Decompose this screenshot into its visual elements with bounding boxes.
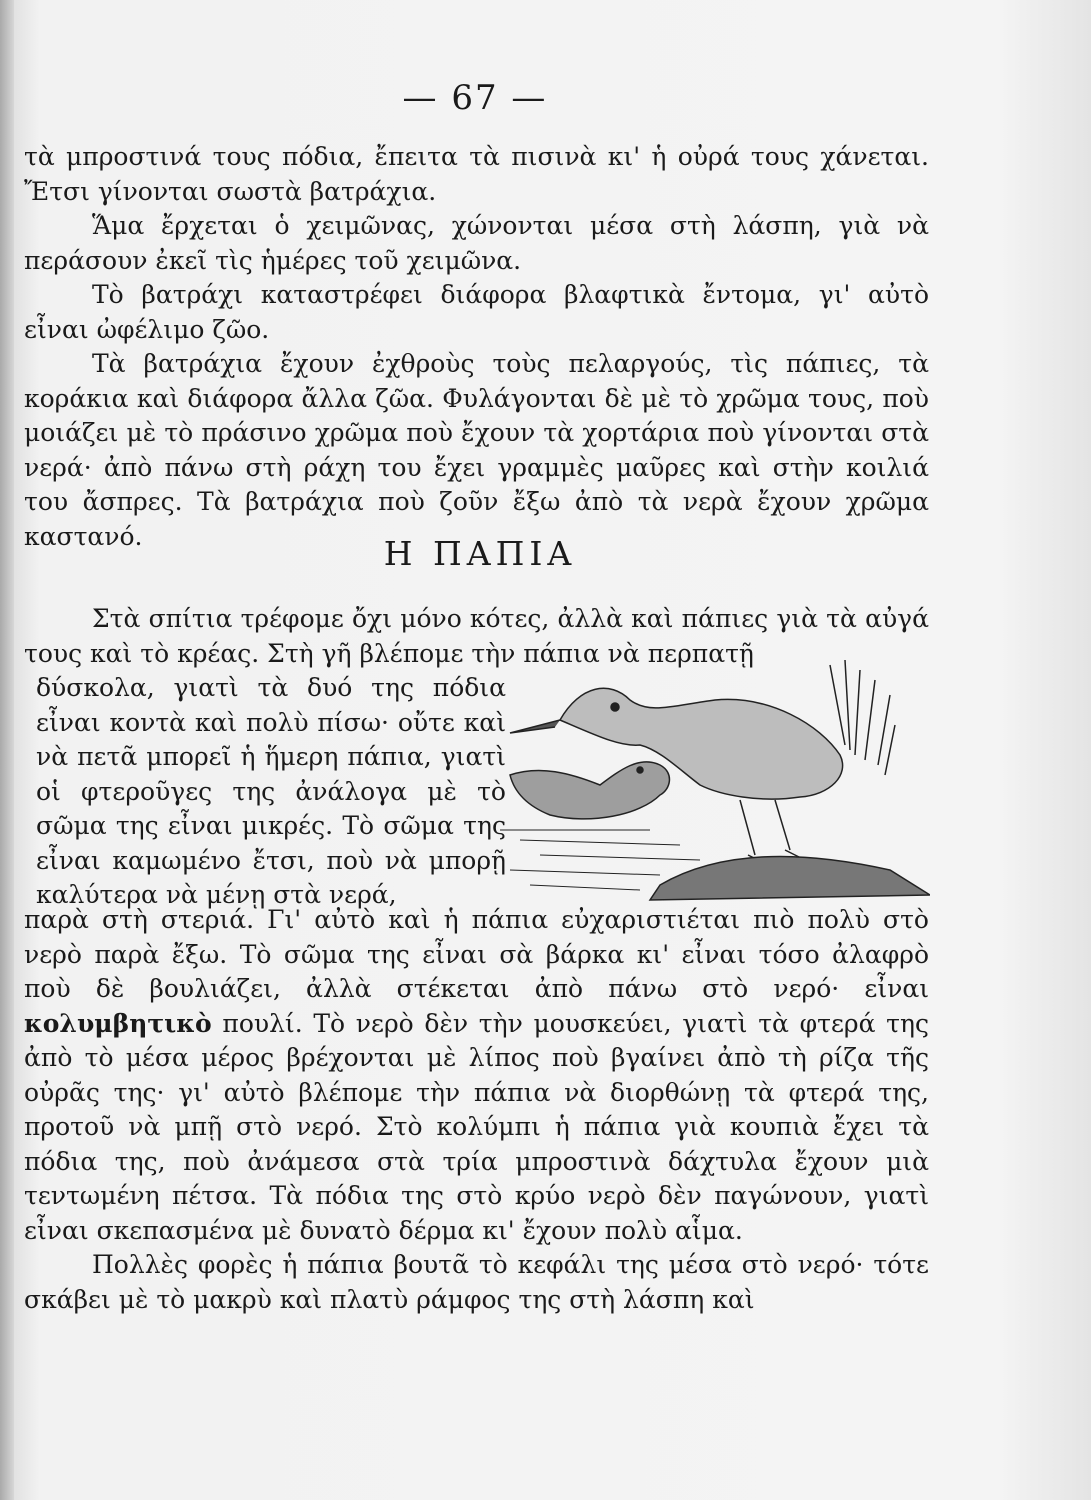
duck-intro-paragraph: Στὰ σπίτια τρέφομε ὄχι μόνο κότες, ἀλλὰ καὶ πάπιες γιὰ τὰ αὐγά τους καὶ τὸ κρέας. Στὴ γῆ βλέπομε τὴν πάπια νὰ περπατῇ (24, 604, 929, 668)
duck-body-pre: παρὰ στὴ στεριά. Γι' αὐτὸ καὶ ἡ πάπια εὐχαριστιέται πιὸ πολὺ στὸ νερὸ παρὰ ἔξω. Τὸ σῶμα της εἶναι σὰ βάρκα κι' εἶναι τόσο ἀλαφρὸ ποὺ δὲ βουλιάζει, ἀλλὰ στέκεται ἀπὸ πάνω στὸ νερό· εἶναι (24, 905, 929, 1003)
page-spine-shadow (0, 0, 14, 1500)
frog-text-block (24, 140, 929, 554)
ground (650, 856, 930, 900)
page-number: — 67 — (402, 78, 548, 118)
frog-paragraph-3: Τὸ βατράχι καταστρέφει διάφορα βλαφτικὰ ἔντομα, γι' αὐτὸ εἶναι ὠφέλιμο ζῶο. (24, 280, 929, 344)
swimming-duck (510, 762, 669, 819)
duck-text-block (24, 903, 929, 1317)
duck-body-paragraph (24, 903, 929, 1248)
duck-body-post: πουλί. Τὸ νερὸ δὲν τὴν μουσκεύει, γιατὶ τὰ φτερά της ἀπὸ τὸ μέσα μέρος βρέχονται μὲ λίπος ποὺ βγαίνει ἀπὸ τὴ ρίζα τῆς οὐρᾶς της· γι' αὐτὸ βλέπομε τὴν πάπια νὰ διορθώνῃ τὰ φτερά της, προτοῦ νὰ μπῇ στὸ νερό. Στὸ κολύμπι ἡ πάπια γιὰ κουπιὰ ἔχει τὰ πόδια της, ποὺ ἀνάμεσα στὰ τρία μπροστινὰ δάχτυλα ἔχουν μιὰ τεντωμένη πέτσα. Τὰ πόδια της στὸ κρύο νερὸ δὲν παγώνουν, γιατὶ εἶναι σκεπασμένα μὲ δυνατὸ δέρμα κι' ἔχουν πολὺ αἷμα. (24, 1008, 929, 1245)
duck-body-bold-term: κολυμβητικὸ (24, 1008, 212, 1038)
duck-last-paragraph: Πολλὲς φορὲς ἡ πάπια βουτᾶ τὸ κεφάλι της μέσα στὸ νερό· τότε σκάβει μὲ τὸ μακρὺ καὶ πλατὺ ράμφος της στὴ λάσπη καὶ (24, 1250, 929, 1314)
frog-paragraph-4: Τὰ βατράχια ἔχουν ἐχθροὺς τοὺς πελαργούς, τὶς πάπιες, τὰ κοράκια καὶ διάφορα ἄλλα ζῶα. Φυλάγονται δὲ μὲ τὸ χρῶμα τους, ποὺ μοιάζει μὲ τὸ πράσινο χρῶμα ποὺ ἔχουν τὰ χορτάρια ποὺ γίνονται στὰ νερά· ἀπὸ πάνω στὴ ράχη του ἔχει γραμμὲς μαῦρες καὶ στὴν κοιλιά του ἄσπρες. Τὰ βατράχια ποὺ ζοῦν ἔξω ἀπὸ τὰ νερὰ ἔχουν χρῶμα καστανό. (24, 349, 929, 551)
section-title: Η ΠΑΠΙΑ (383, 534, 577, 573)
duck-wrap-text: δύσκολα, γιατὶ τὰ δυό της πόδια εἶναι κοντὰ καὶ πολὺ πίσω· οὔτε καὶ νὰ πετᾶ μπορεῖ ἡ ἥμερη πάπια, γιατὶ οἱ φτεροῦγες της ἀνάλογα μὲ τὸ σῶμα της εἶναι μικρές. Τὸ σῶμα της εἶναι καμωμένο ἔτσι, ποὺ νὰ μπορῇ καλύτερα νὰ μένῃ στὰ νερά, (36, 673, 506, 909)
duck-illustration (500, 655, 930, 905)
frog-paragraph-2: Ἅμα ἔρχεται ὁ χειμῶνας, χώνονται μέσα στὴ λάσπη, γιὰ νὰ περάσουν ἐκεῖ τὶς ἡμέρες τοῦ χειμῶνα. (24, 211, 929, 275)
frog-paragraph-1: τὰ μπροστινά τους πόδια, ἔπειτα τὰ πισινὰ κι' ἡ οὐρά τους χάνεται. Ἔτσι γίνονται σωστὰ βατράχια. (24, 142, 929, 206)
